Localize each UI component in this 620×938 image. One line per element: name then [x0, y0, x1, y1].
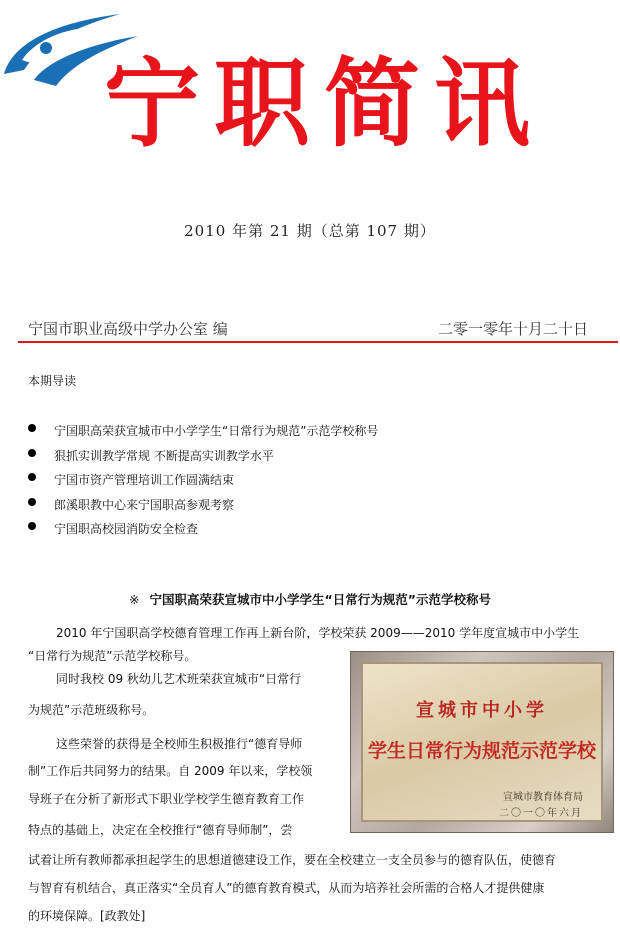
- article-line: 制”工作后共同努力的结果。自 2009 年以来，学校领: [28, 764, 313, 778]
- article-heading: [0, 590, 620, 608]
- plaque-line-city: 宣城市中小学: [416, 700, 548, 721]
- plaque-issuer: 宣城市教育体育局: [503, 792, 583, 803]
- article-line: 与智育有机结合，真正落实“全员育人”的德育教育模式，从而为培养社会所需的合格人才提供健康: [28, 881, 545, 895]
- guide-heading: 本期导读: [28, 374, 77, 388]
- publish-date: 二零一零年十月二十日: [437, 320, 588, 338]
- article-line: 特点的基础上，决定在全校推行“德育导师制”，尝: [28, 823, 293, 837]
- publisher-line: [28, 318, 588, 340]
- article-line: 这些荣誉的获得是全校师生积极推行“德育导师: [56, 737, 303, 751]
- award-plaque-photo: [350, 651, 614, 833]
- guide-item: 宁国市资产管理培训工作圆满结束: [28, 471, 378, 496]
- article-line: 为规范”示范班级称号。: [28, 703, 155, 717]
- article-line: 2010 年宁国职高学校德育管理工作再上新台阶，学校荣获 2009——2010 学年度宣城市中小学生: [56, 626, 580, 640]
- article-title: 宁国职高荣获宣城市中小学学生“日常行为规范”示范学校称号: [149, 592, 491, 607]
- header-rule: [18, 341, 618, 343]
- article-line: 试着让所有教师都承担起学生的思想道德建设工作，要在全校建立一支全员参与的德育队伍，使德育: [28, 853, 557, 867]
- issue-number: 2010 年第 21 期（总第 107 期）: [184, 222, 436, 240]
- article-line: 导班子在分析了新形式下职业学校学生德育教育工作: [28, 792, 305, 806]
- article-line: “日常行为规范”示范学校称号。: [28, 649, 197, 663]
- plaque-date: 二〇一〇年六月: [499, 808, 583, 819]
- guide-item: 宁国职高荣获宣城市中小学学生“日常行为规范”示范学校称号: [28, 422, 378, 447]
- guide-item: 狠抓实训教学常规 不断提高实训教学水平: [28, 447, 378, 472]
- publisher-office: 宁国市职业高级中学办公室 编: [28, 320, 228, 338]
- guide-list: [28, 422, 378, 545]
- article-line: 的环境保障。[政教处]: [28, 909, 146, 923]
- award-plaque: [361, 662, 603, 822]
- plaque-line-award: 学生日常行为规范示范学校: [367, 740, 596, 762]
- reference-mark: ※: [129, 592, 140, 607]
- guide-item: 郎溪职教中心来宁国职高参观考察: [28, 496, 378, 521]
- article-line: 同时我校 09 秋幼儿艺术班荣获宣城市“日常行: [56, 672, 302, 686]
- newsletter-masthead: 宁职简讯: [104, 47, 544, 160]
- guide-item: 宁国职高校园消防安全检查: [28, 520, 378, 545]
